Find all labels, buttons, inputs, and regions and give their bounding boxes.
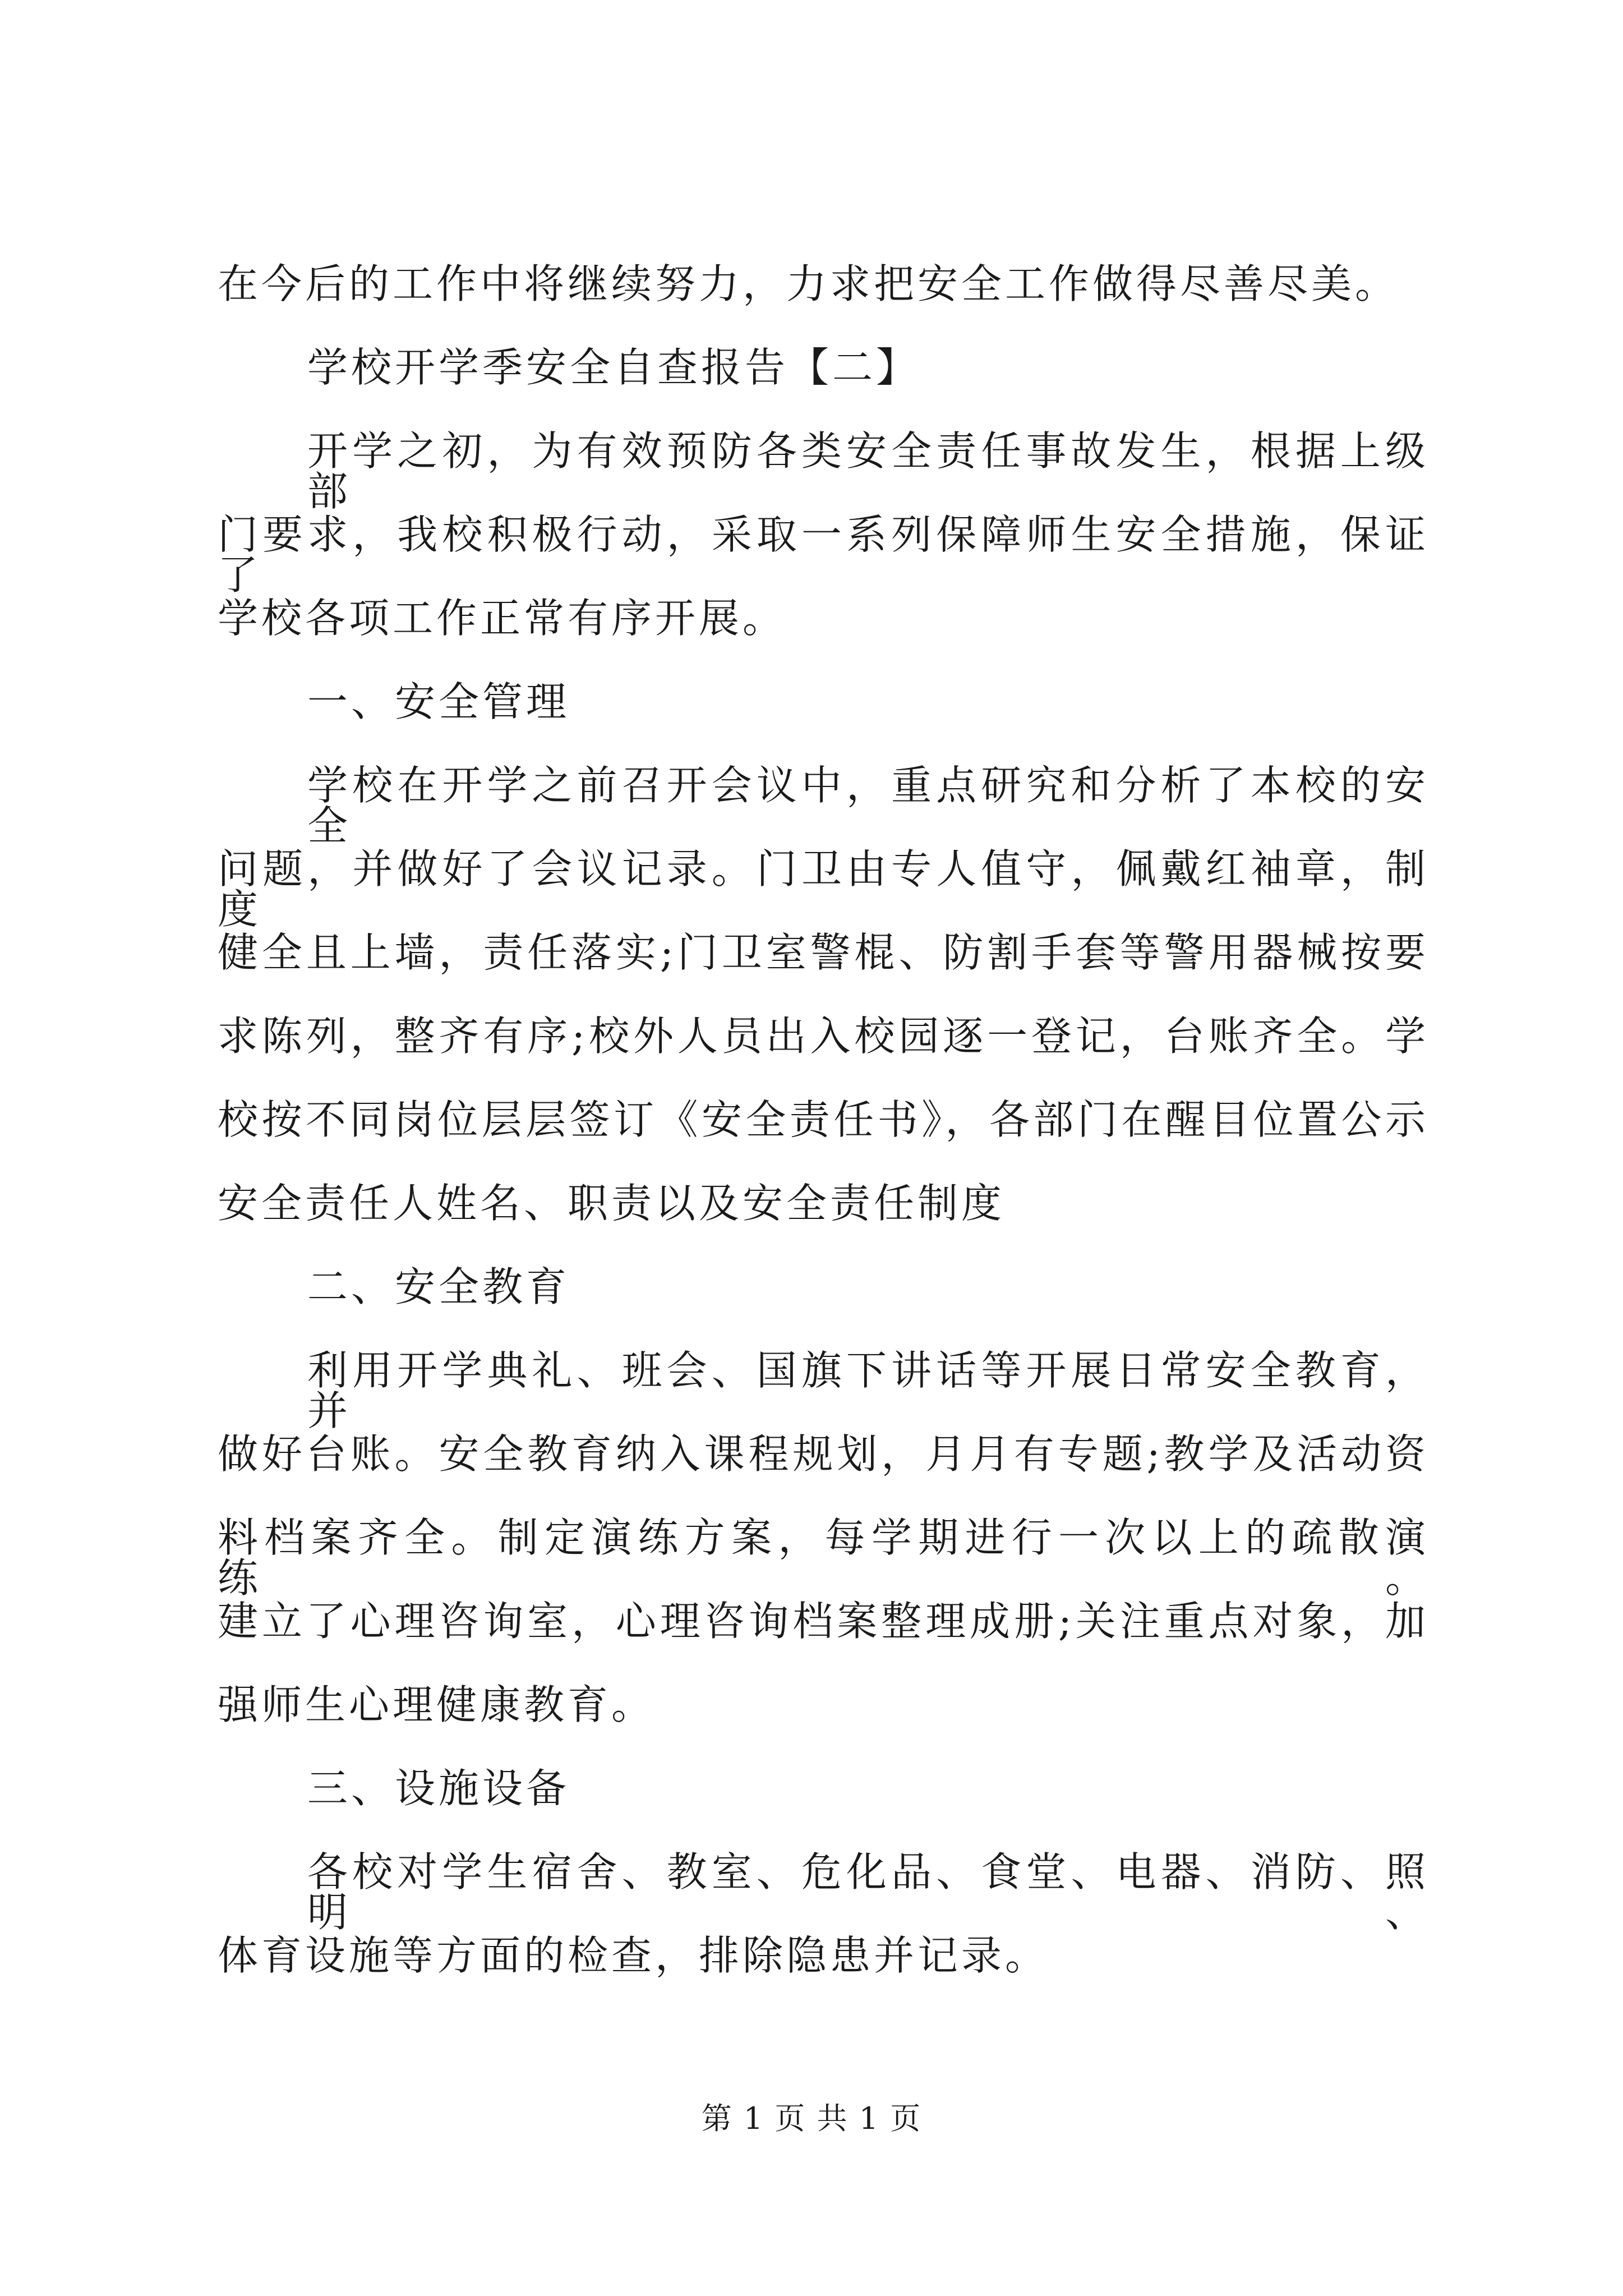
section-heading: 三、设施设备 [307, 1765, 570, 1812]
text-line: 各校对学生宿舍、教室、危化品、食堂、电器、消防、照明、 [307, 1848, 1429, 1936]
text-line: 强师生心理健康教育。 [218, 1681, 656, 1728]
text-line: 开学之初，为有效预防各类安全责任事故发生，根据上级部 [307, 427, 1429, 515]
section-title: 学校开学季安全自查报告【二】 [307, 344, 920, 391]
text-line: 学校在开学之前召开会议中，重点研究和分析了本校的安全 [307, 762, 1429, 849]
text-line: 料档案齐全。制定演练方案，每学期进行一次以上的疏散演练。 [218, 1514, 1429, 1602]
text-line: 在今后的工作中将继续努力，力求把安全工作做得尽善尽美。 [218, 260, 1399, 307]
text-line: 校按不同岗位层层签订《安全责任书》，各部门在醒目位置公示 [218, 1096, 1429, 1143]
text-line: 安全责任人姓名、职责以及安全责任制度 [218, 1180, 1006, 1227]
text-line: 建立了心理咨询室，心理咨询档案整理成册;关注重点对象，加 [218, 1598, 1429, 1645]
page-number-footer: 第 1 页 共 1 页 [701, 2101, 922, 2136]
document-body [218, 260, 1429, 2019]
text-line: 求陈列，整齐有序;校外人员出入校园逐一登记，台账齐全。学 [218, 1013, 1429, 1060]
section-heading: 一、安全管理 [307, 678, 570, 725]
text-line: 学校各项工作正常有序开展。 [218, 595, 787, 642]
text-line: 利用开学典礼、班会、国旗下讲话等开展日常安全教育，并 [307, 1347, 1429, 1434]
text-line: 体育设施等方面的检查，排除隐患并记录。 [218, 1932, 1049, 1979]
text-line: 问题，并做好了会议记录。门卫由专人值守，佩戴红袖章，制度 [218, 845, 1429, 933]
text-line: 门要求，我校积极行动，采取一系列保障师生安全措施，保证了 [218, 511, 1429, 599]
text-line: 健全且上墙，责任落实;门卫室警棍、防割手套等警用器械按要 [218, 929, 1429, 976]
text-line: 做好台账。安全教育纳入课程规划，月月有专题;教学及活动资 [218, 1430, 1429, 1478]
section-heading: 二、安全教育 [307, 1263, 570, 1310]
